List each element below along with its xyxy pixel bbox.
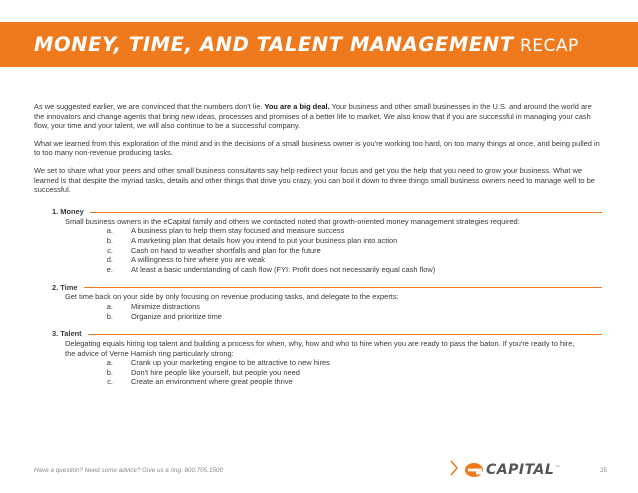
list-text: Crank up your marketing engine to be attractive to new hires: [131, 358, 330, 368]
page-title-main: MONEY, TIME, AND TALENT MANAGEMENT: [34, 33, 514, 56]
list-text: Cash on hand to weather shortfalls and plan for the future: [131, 245, 321, 255]
list-letter: a.: [106, 301, 113, 311]
intro-paragraph-3: We set to share what your peers and other small business consultants say help redirect your focus and get you the help that you need to grow your business. What we learned is that despite the myriad tasks, details and other things that drive you crazy, you can boil it down to three things small business owners need to manage well to be successful.: [34, 165, 595, 195]
list-letter: e.: [106, 264, 113, 274]
list-item: [65, 368, 602, 378]
list-item: [65, 255, 602, 265]
list-item: [65, 358, 602, 368]
footer-contact: Have a question? Need some advice? Give us a ring. 800.705.1500: [34, 467, 224, 474]
section-body: Delegating equals hiring top talent and building a process for when, why, how and who to hire when you are ready to pass the baton. If you're ready to hire, the advice of Verne Harnish ring particularly strong:: [65, 339, 575, 358]
list-letter: c.: [107, 245, 113, 255]
trademark-mark: ™: [555, 463, 560, 469]
intro-text: Your business and other small businesses in the U.S. and around the world are the innovators and change agents that bring new ideas, processes and promises of a better life to market. We also know that if you are successful in managing your cash flow, your time and your talent, we will also continue to be a successful company.: [34, 102, 592, 131]
intro-paragraph-1: [34, 102, 602, 131]
ecapital-e-icon: [464, 462, 486, 478]
section-divider: [88, 334, 602, 335]
list-letter: b.: [106, 311, 113, 321]
section-heading-label: 3. Talent: [52, 329, 82, 339]
list-letter: d.: [106, 255, 113, 265]
list-item: [65, 312, 602, 322]
list-letter: b.: [106, 367, 113, 377]
list-text: A business plan to help them stay focused and measure success: [131, 226, 345, 236]
list-letter: a.: [106, 226, 113, 236]
section-heading: [52, 329, 602, 339]
list-item: [65, 236, 602, 246]
list-text: At least a basic understanding of cash flow (FYI: Profit does not necessarily equal cash flow): [131, 264, 436, 274]
list-letter: a.: [106, 358, 113, 368]
list-text: A marketing plan that details how you intend to put your business plan into action: [131, 235, 398, 245]
section-divider: [84, 287, 603, 288]
main-content: [34, 102, 602, 387]
section-heading: [52, 282, 602, 292]
list-text: Don't hire people like yourself, but people you need: [131, 367, 300, 377]
header-bar: [0, 22, 638, 67]
intro-text: As we suggested earlier, we are convinced that the numbers don't lie.: [34, 102, 265, 111]
list-item: [65, 246, 602, 256]
list-text: A willingness to hire where you are weak: [131, 255, 265, 265]
list-letter: b.: [106, 235, 113, 245]
page-title: [34, 33, 579, 56]
list-item: [65, 265, 602, 275]
section-body: Get time back on your side by only focusing on revenue producing tasks, and delegate to the experts:: [65, 292, 399, 302]
section-money: [52, 207, 602, 275]
intro-emphasis: You are a big deal.: [264, 102, 330, 111]
list-text: Organize and prioritize time: [131, 311, 222, 321]
chevron-right-icon: [449, 459, 459, 477]
section-talent: [52, 329, 602, 387]
logo-wordmark: CAPITAL: [486, 462, 555, 478]
page-number: 25: [600, 467, 608, 474]
page-title-recap: RECAP: [520, 36, 579, 56]
ecapital-logo: [464, 462, 559, 478]
list-text: Create an environment where great people thrive: [131, 377, 293, 387]
section-body: Small business owners in the eCapital family and others we contacted noted that growth-oriented money management strategies required:: [65, 216, 520, 226]
list-item: [65, 377, 602, 387]
section-divider: [90, 212, 602, 213]
section-time: [52, 282, 602, 321]
list-item: [65, 302, 602, 312]
section-heading: [52, 207, 602, 217]
list-item: [65, 226, 602, 236]
section-heading-label: 1. Money: [52, 206, 84, 216]
section-heading-label: 2. Time: [52, 282, 78, 292]
intro-paragraph-2: What we learned from this exploration of the mind and in the decisions of a small business owner is you're working too hard, on too many things at once, and being pulled in to too many non-revenue producing tasks.: [34, 138, 600, 158]
list-letter: c.: [107, 377, 113, 387]
list-text: Minimize distractions: [131, 301, 201, 311]
